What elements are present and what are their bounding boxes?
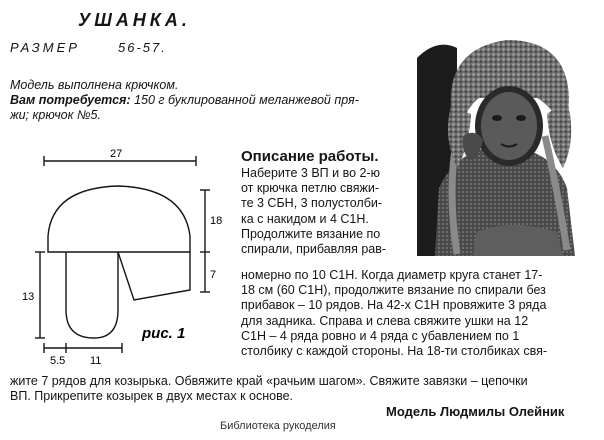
description-line: Наберите 3 ВП и во 2-ю (241, 166, 380, 180)
description-line: столбику с каждой стороны. На 18-ти столбиках свя- (241, 344, 548, 359)
size-value: 56-57. (118, 40, 167, 55)
description-line: Продолжите вязание по (241, 226, 381, 241)
dim-bottom-a-label: 5.5 (50, 355, 66, 367)
materials-label: Вам потребуется: (10, 93, 131, 107)
description-line: ка с накидом и 4 С1Н. (241, 211, 369, 226)
earflap-left-shape (66, 252, 118, 338)
description-wide (241, 268, 597, 359)
figure-caption: рис. 1 (142, 325, 186, 342)
description-line: номерно по 10 С1Н. Когда диаметр круга станет 17- (241, 268, 543, 282)
description-line: те 3 СБН, 3 полустолби- (241, 196, 383, 211)
dim-right-bottom-label: 7 (210, 269, 217, 281)
dim-right-top-label: 18 (210, 215, 223, 227)
hat-crown-shape (48, 186, 190, 252)
intro-line: Модель выполнена крючком. (10, 78, 179, 92)
description-column (241, 166, 403, 257)
materials-text: 150 г буклированной меланжевой пря- (130, 93, 359, 107)
author-credit: Модель Людмилы Олейник (386, 404, 565, 419)
description-title: Описание работы. (241, 148, 379, 165)
dim-left-label: 13 (22, 291, 35, 303)
dim-bottom-b-label: 11 (90, 355, 102, 367)
dim-top-label: 27 (110, 148, 123, 160)
pattern-diagram (10, 140, 235, 370)
description-line: прибавок – 10 рядов. На 42-х С1Н провяжите 3 ряда (241, 298, 547, 313)
description-line: от крючка петлю свяжи- (241, 181, 380, 196)
description-line: С1Н – 4 ряда ровно и 4 ряда с убавлением по 1 (241, 328, 520, 343)
description-line: ВП. Прикрепите козырек в двух местах к основе. (10, 389, 294, 404)
description-line: жите 7 рядов для козырька. Обвяжите край «рачьим шагом». Свяжите завязки – цепочки (10, 374, 528, 388)
intro-block (10, 78, 410, 123)
size-label: РАЗМЕР (10, 40, 80, 55)
model-photo (417, 18, 593, 256)
footer-watermark: Библиотека рукоделия (220, 420, 336, 432)
description-line: 18 см (60 С1Н), продолжите вязание по спирали без (241, 283, 546, 298)
page-title: УШАНКА. (78, 10, 191, 30)
description-line: для задника. Справа и слева свяжите ушки на 12 (241, 313, 529, 328)
description-bottom (10, 374, 597, 404)
visor-shape (118, 252, 190, 300)
materials-line-2: жи; крючок №5. (10, 108, 101, 122)
materials-line (10, 93, 410, 108)
description-line: спирали, прибавляя рав- (241, 242, 387, 257)
